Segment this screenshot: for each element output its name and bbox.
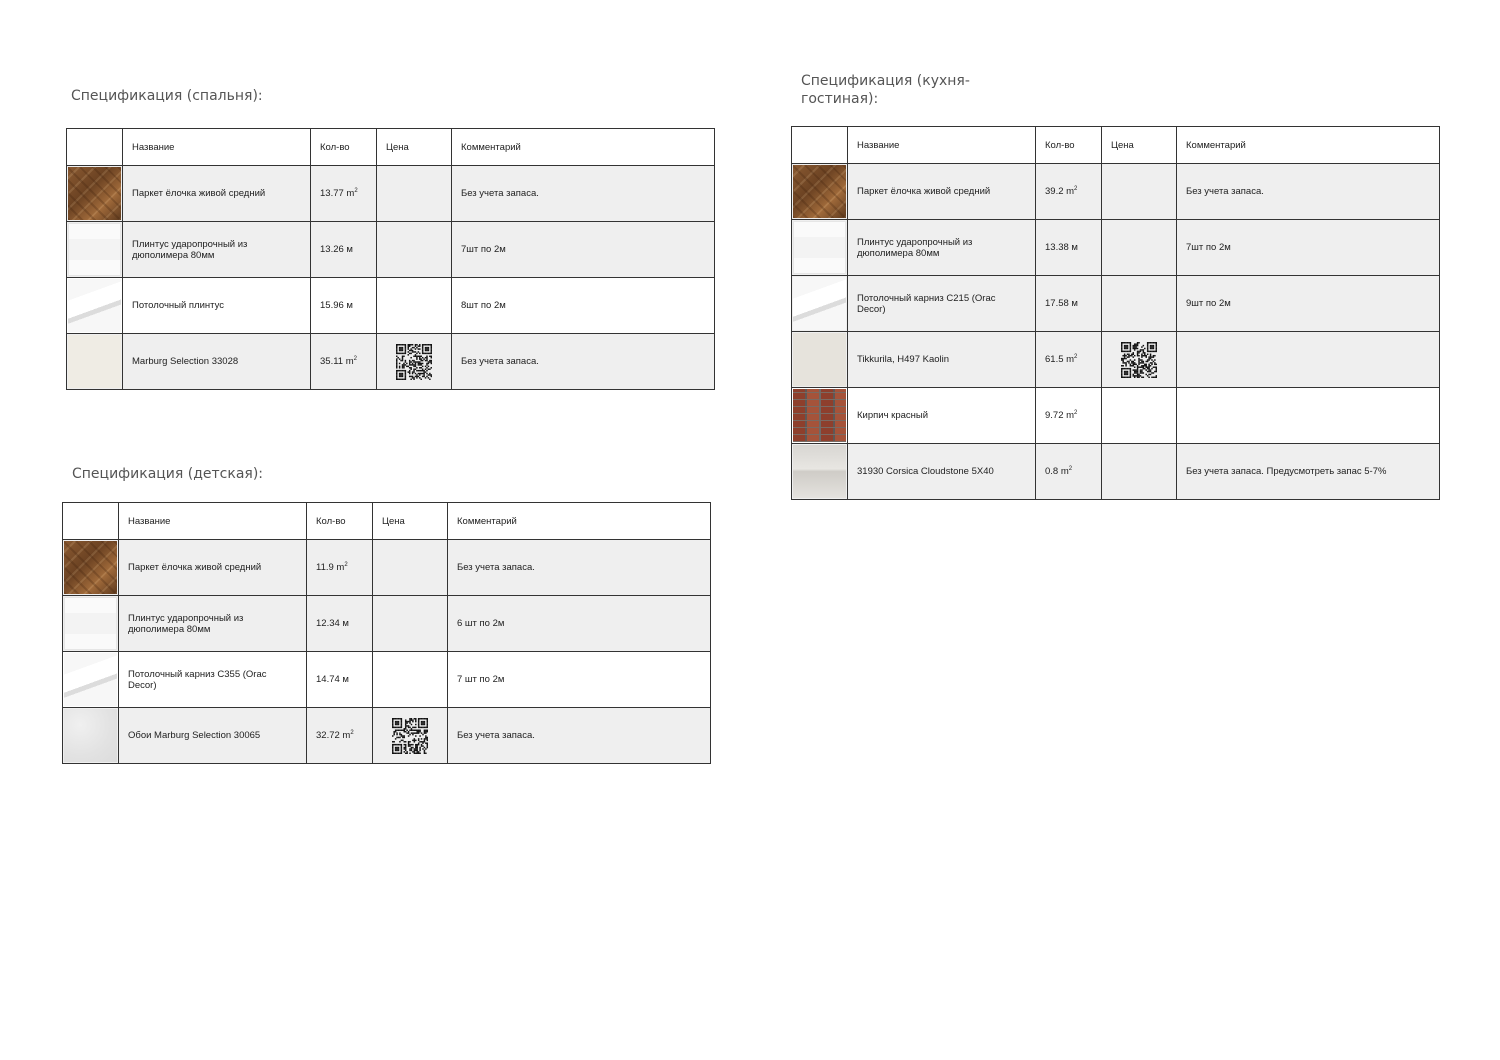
item-comment: 7шт по 2м	[1177, 220, 1440, 276]
spec-table-bedroom	[66, 128, 715, 390]
item-comment: 8шт по 2м	[452, 278, 715, 334]
brick-texture-image	[793, 389, 846, 442]
item-name: Marburg Selection 33028	[123, 334, 311, 390]
qr-code-icon[interactable]	[392, 718, 428, 754]
item-qty: 11.9 $m^2$	[307, 540, 373, 596]
item-image-cell	[67, 334, 123, 390]
item-name: 31930 Corsica Cloudstone 5X40	[848, 444, 1036, 500]
parquet-texture-image	[68, 167, 121, 220]
item-qty: 32.72 $m^2$	[307, 708, 373, 764]
section-title-line: Спецификация (кухня-	[801, 73, 970, 89]
header-comment: Комментарий	[452, 129, 715, 166]
item-qty: 17.58 м	[1036, 276, 1102, 332]
item-qty: 39.2 $m^2$	[1036, 164, 1102, 220]
spec-table-kids-room	[62, 502, 711, 764]
item-name: Паркет ёлочка живой средний	[123, 166, 311, 222]
item-comment: 6 шт по 2м	[448, 596, 711, 652]
wallpaper-texture-image	[64, 709, 117, 762]
baseboard-profile-image	[68, 223, 121, 276]
item-name: Плинтус ударопрочный из дюполимера 80мм	[123, 222, 311, 278]
item-price	[373, 708, 448, 764]
item-comment	[1177, 332, 1440, 388]
item-name: Потолочный карниз С215 (Orac Decor)	[848, 276, 1036, 332]
item-price	[1102, 220, 1177, 276]
header-qty: Кол-во	[311, 129, 377, 166]
table-row	[63, 708, 711, 764]
table-row	[792, 388, 1440, 444]
item-price	[1102, 276, 1177, 332]
wallpaper-texture-image	[68, 335, 121, 388]
header-qty: Кол-во	[1036, 127, 1102, 164]
baseboard-profile-image	[793, 221, 846, 274]
item-image-cell	[792, 220, 848, 276]
header-name: Название	[123, 129, 311, 166]
header-image	[67, 129, 123, 166]
item-price	[373, 540, 448, 596]
item-qty: 12.34 м	[307, 596, 373, 652]
header-name: Название	[848, 127, 1036, 164]
item-price	[373, 652, 448, 708]
item-image-cell	[792, 276, 848, 332]
item-qty: 13.26 м	[311, 222, 377, 278]
item-name: Потолочный карниз С355 (Orac Decor)	[119, 652, 307, 708]
header-price: Цена	[373, 503, 448, 540]
header-image	[63, 503, 119, 540]
item-name: Кирпич красный	[848, 388, 1036, 444]
item-image-cell	[67, 278, 123, 334]
item-price	[377, 278, 452, 334]
table-row	[792, 332, 1440, 388]
item-comment: Без учета запаса. Предусмотреть запас 5-7%	[1177, 444, 1440, 500]
item-qty: 13.38 м	[1036, 220, 1102, 276]
item-image-cell	[792, 164, 848, 220]
table-row	[67, 334, 715, 390]
tile-texture-image	[793, 445, 846, 498]
item-name: Tikkurila, H497 Kaolin	[848, 332, 1036, 388]
item-qty: 0.8 $m^2$	[1036, 444, 1102, 500]
item-comment: 7 шт по 2м	[448, 652, 711, 708]
item-price	[377, 166, 452, 222]
table-header-row	[67, 129, 715, 166]
item-comment: 9шт по 2м	[1177, 276, 1440, 332]
item-qty: 13.77 $m^2$	[311, 166, 377, 222]
table-header-row	[63, 503, 711, 540]
header-comment: Комментарий	[1177, 127, 1440, 164]
item-image-cell	[67, 166, 123, 222]
item-image-cell	[792, 332, 848, 388]
section-title-kitchen-living	[801, 72, 970, 108]
item-qty: 61.5 $m^2$	[1036, 332, 1102, 388]
item-image-cell	[792, 388, 848, 444]
item-qty: 14.74 м	[307, 652, 373, 708]
item-comment: Без учета запаса.	[448, 540, 711, 596]
section-title-bedroom: Спецификация (спальня):	[71, 88, 263, 104]
table-row	[67, 222, 715, 278]
section-title-line: гостиная):	[801, 91, 879, 107]
header-comment: Комментарий	[448, 503, 711, 540]
item-comment: Без учета запаса.	[452, 166, 715, 222]
item-price	[1102, 388, 1177, 444]
item-price	[1102, 444, 1177, 500]
qr-code-icon[interactable]	[1121, 342, 1157, 378]
item-qty: 9.72 $m^2$	[1036, 388, 1102, 444]
spec-table-kitchen-living	[791, 126, 1440, 500]
item-qty: 15.96 м	[311, 278, 377, 334]
header-qty: Кол-во	[307, 503, 373, 540]
item-name: Паркет ёлочка живой средний	[119, 540, 307, 596]
table-row	[792, 444, 1440, 500]
item-name: Плинтус ударопрочный из дюполимера 80мм	[848, 220, 1036, 276]
item-image-cell	[63, 596, 119, 652]
item-image-cell	[67, 222, 123, 278]
item-price	[1102, 164, 1177, 220]
table-row	[67, 166, 715, 222]
qr-code-icon[interactable]	[396, 344, 432, 380]
item-price	[1102, 332, 1177, 388]
item-price	[377, 222, 452, 278]
item-image-cell	[63, 708, 119, 764]
table-row	[63, 540, 711, 596]
item-comment	[1177, 388, 1440, 444]
table-row	[63, 596, 711, 652]
header-price: Цена	[377, 129, 452, 166]
table-row	[792, 220, 1440, 276]
item-price	[377, 334, 452, 390]
item-image-cell	[792, 444, 848, 500]
ceiling-cornice-image	[793, 277, 846, 330]
table-row	[63, 652, 711, 708]
item-name: Плинтус ударопрочный из дюполимера 80мм	[119, 596, 307, 652]
parquet-texture-image	[793, 165, 846, 218]
header-image	[792, 127, 848, 164]
paint-swatch-image	[793, 333, 846, 386]
ceiling-cornice-image	[64, 653, 117, 706]
header-price: Цена	[1102, 127, 1177, 164]
parquet-texture-image	[64, 541, 117, 594]
header-name: Название	[119, 503, 307, 540]
item-image-cell	[63, 652, 119, 708]
item-price	[373, 596, 448, 652]
table-row	[792, 164, 1440, 220]
section-title-kids-room: Спецификация (детская):	[72, 466, 264, 482]
item-qty: 35.11 $m^2$	[311, 334, 377, 390]
item-comment: Без учета запаса.	[452, 334, 715, 390]
baseboard-profile-image	[64, 597, 117, 650]
item-comment: Без учета запаса.	[448, 708, 711, 764]
item-name: Паркет ёлочка живой средний	[848, 164, 1036, 220]
table-row	[792, 276, 1440, 332]
ceiling-cornice-image	[68, 279, 121, 332]
item-comment: Без учета запаса.	[1177, 164, 1440, 220]
item-name: Обои Marburg Selection 30065	[119, 708, 307, 764]
item-name: Потолочный плинтус	[123, 278, 311, 334]
item-comment: 7шт по 2м	[452, 222, 715, 278]
table-header-row	[792, 127, 1440, 164]
table-row	[67, 278, 715, 334]
item-image-cell	[63, 540, 119, 596]
